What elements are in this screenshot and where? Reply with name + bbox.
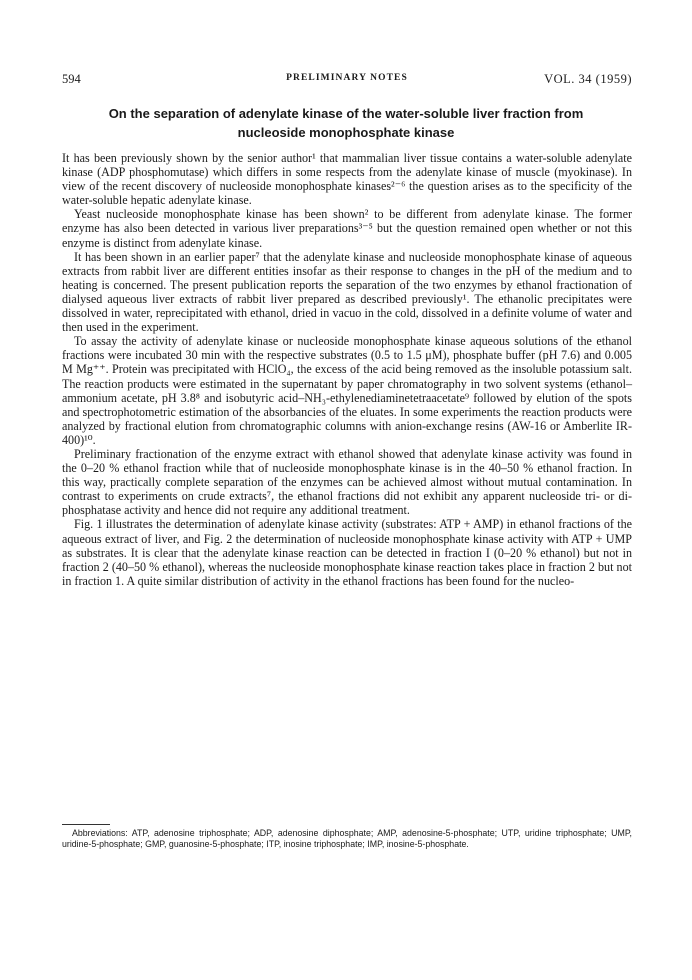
- footnote: [62, 828, 632, 850]
- abbreviations-footnote: Abbreviations: ATP, adenosine triphosphate; ADP, adenosine diphosphate; AMP, adenosine-5-phosphate; UTP, uridine triphosphate; UMP, uridine-5-phosphate; GMP, guanosine-5-phosphate; ITP, inosine triphosphate; IMP, inosine-5-phosphate.: [62, 828, 632, 849]
- page-number: 594: [62, 72, 81, 86]
- running-header: [62, 72, 632, 90]
- footnote-divider: [62, 824, 110, 825]
- paragraph: It has been shown in an earlier paper⁷ that the adenylate kinase and nucleoside monophosphate kinase of aqueous extracts from rabbit liver are different entities insofar as their response to changes in the pH of the medium and to heating is concerned. The present publication reports the separation of the two enzymes by ethanol fractionation of dialysed aqueous liver extracts of rabbit liver prepared as described previously¹. The ethanolic precipitates were dissolved in water, reprecipitated with ethanol, dried in vacuo in the cold, dissolved in a definite volume of water and then used in the experiment.: [62, 249, 632, 335]
- running-title: PRELIMINARY NOTES: [286, 73, 408, 83]
- paragraph: It has been previously shown by the senior author¹ that mammalian liver tissue contains a water-soluble adenylate kinase (ADP phosphomutase) which differs in some respects from the adenylate kinase of muscle (myokinase). In view of the recent discovery of nucleoside monophosphate kinases²⁻⁶ the question arises as to the specificity of the water-soluble hepatic adenylate kinase.: [62, 151, 632, 208]
- paragraph: Fig. 1 illustrates the determination of adenylate kinase activity (substrates: ATP + AMP) in ethanol fractions of the aqueous extract of liver, and Fig. 2 the determination of nucleoside monophosphate kinase activity with ATP + UMP as substrates. It is clear that the adenylate kinase reaction can be detected in fraction I (0–20 % ethanol) but not in fraction 2 (40–50 % ethanol), whereas the nucleoside monophosphate kinase reaction takes place in fraction 2 but not in fraction 1. A quite similar distribution of activity in the ethanol fractions has been found for the nucleo-: [62, 517, 632, 588]
- article-body: [62, 151, 632, 588]
- volume-info: VOL. 34 (1959): [544, 72, 632, 86]
- article-title: On the separation of adenylate kinase of the water-soluble liver fraction from nucleoside monophosphate kinase: [108, 106, 584, 140]
- paragraph: To assay the activity of adenylate kinase or nucleoside monophosphate kinase aqueous solutions of the ethanol fractions were incubated 30 min with the respective substrates (0.5 to 1.5 μM), phosphate buffer (pH 7.6) and 0.005 M Mg⁺⁺. Protein was precipitated with HClO₄, the excess of the acid being removed as the insoluble potassium salt. The reaction products were estimated in the supernatant by paper chromatography in two solvent systems (ethanol–ammonium acetate, pH 3.8⁸ and isobutyric acid–NH₃-ethylenediaminetetraacetate⁹ followed by elution of the spots and spectrophotometric estimation of the absorbancies of the eluates. In some experiments the reaction products were analyzed by fractional elution from chromatographic columns with anion-exchange resins (AW-16 or Amberlite IR-400)¹⁰.: [62, 334, 632, 447]
- paragraph: Preliminary fractionation of the enzyme extract with ethanol showed that adenylate kinase activity was found in the 0–20 % ethanol fraction while that of nucleoside monophosphate kinase is in the 40–50 % ethanol fraction. In this way, practically complete separation of the enzymes can be achieved almost without mutual contamination. In contrast to experiments on crude extracts⁷, the ethanol fractions did not exhibit any apparent nucleoside tri- or di-phosphatase activity and hence did not require any additional treatment.: [62, 446, 632, 518]
- paragraph: Yeast nucleoside monophosphate kinase has been shown² to be different from adenylate kinase. The former enzyme has also been detected in various liver preparations³⁻⁵ but the question remained open whether or not this enzyme is distinct from adenylate kinase.: [62, 207, 632, 250]
